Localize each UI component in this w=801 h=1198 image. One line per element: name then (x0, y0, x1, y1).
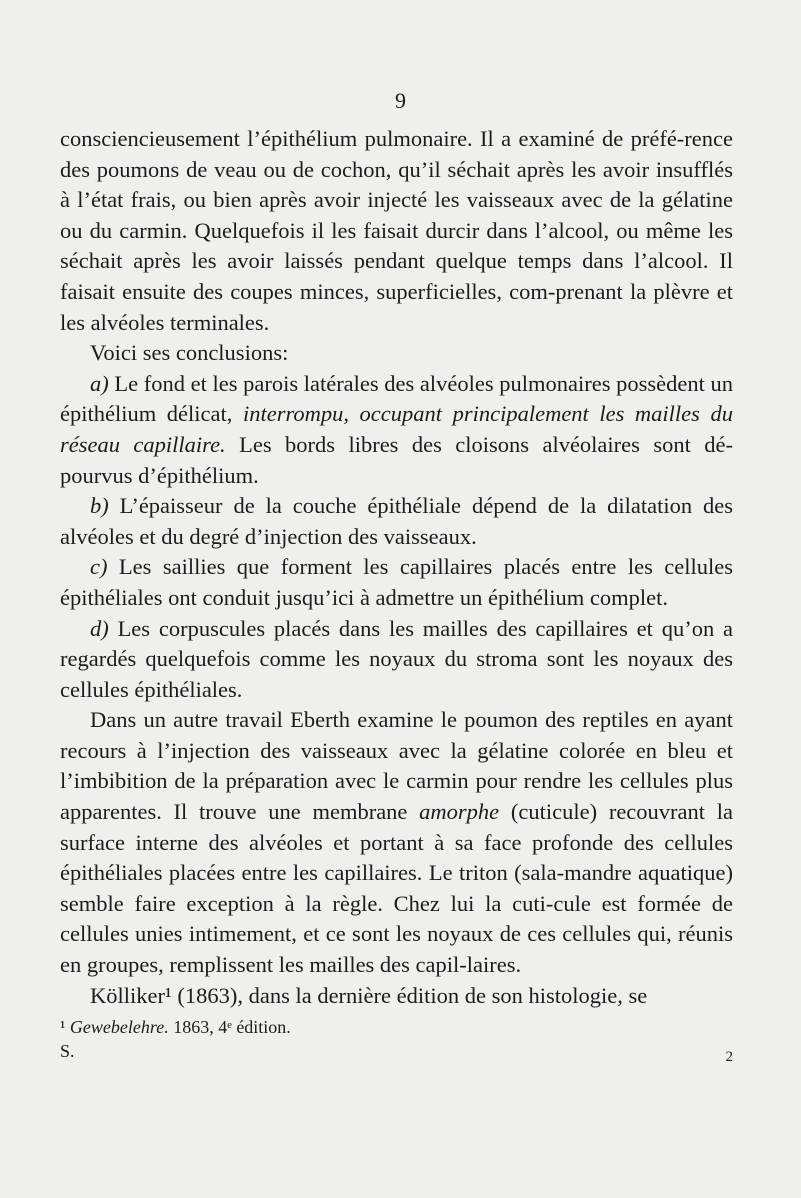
text-run: Dans un autre travail Eberth examine le poumon des reptiles en ayant recours à l’injection des vaisseaux avec la gélatine colorée en bleu et l’imbibition de la préparation avec le carmin pour rendre les cellules plus apparentes. Il trouve une membrane (60, 707, 733, 825)
footnote-mark: ¹ (60, 1017, 70, 1037)
footnote-title: Gewebelehre. (69, 1017, 169, 1037)
signature-letter: S. (60, 1041, 75, 1061)
signature-row (60, 1039, 733, 1063)
italic-text: interrompu, occupant principalement les mailles du réseau capillaire. (60, 401, 733, 457)
body-text (60, 124, 733, 1011)
paragraph (60, 124, 733, 338)
signature-number: 2 (725, 1049, 733, 1065)
text-run: consciencieusement l’épithélium pulmonaire. Il a examiné de préfé-rence des poumons de veau ou de cochon, qu’il séchait après les avoir insufflés à l’état frais, ou bien après avoir injecté les vaisseaux avec de la gélatine ou du carmin. Quelquefois il les faisait durcir dans l’alcool, ou même les séchait après les avoir laissés pendant quelque temps dans l’alcool. Il faisait ensuite des coupes minces, superficielles, com-prenant la plèvre et les alvéoles terminales. (60, 126, 733, 335)
paragraph (60, 705, 733, 980)
paragraph (60, 614, 733, 706)
paragraph (60, 552, 733, 613)
paragraph (60, 491, 733, 552)
italic-text: b) (90, 493, 109, 519)
footnote (60, 1015, 733, 1039)
page-number: 9 (395, 88, 406, 113)
italic-text: d) (90, 615, 109, 641)
text-run: Kölliker¹ (1863), dans la dernière édition de son histologie, se (90, 982, 648, 1008)
paragraph (60, 369, 733, 491)
text-run: Les corpuscules placés dans les mailles des capillaires et qu’on a regardés quelquefois comme les noyaux du stroma sont les noyaux des cellules épithéliales. (60, 615, 733, 702)
text-run: Les bords libres des cloisons alvéolaires sont dé-pourvus d’épithélium. (60, 431, 733, 488)
italic-text: amorphe (419, 799, 500, 825)
text-run: Voici ses conclusions: (90, 340, 289, 366)
footnotes (60, 1015, 733, 1063)
text-run: L’épaisseur de la couche épithéliale dépend de la dilatation des alvéoles et du degré d’injection des vaisseaux. (60, 493, 733, 549)
italic-text: a) (90, 370, 109, 396)
text-run: Le fond et les parois latérales des alvéoles pulmonaires possèdent un épithélium délicat, (60, 370, 733, 427)
italic-text: c) (90, 554, 108, 580)
paragraph (60, 981, 733, 1012)
text-run: Les saillies que forment les capillaires placés entre les cellules épithéliales ont conduit jusqu’ici à admettre un épithélium complet. (60, 554, 733, 610)
text-run: (cuticule) recouvrant la surface interne des alvéoles et portant à sa face profonde des cellules épithéliales placées entre les capillaires. Le triton (sala-mandre aquatique) semble faire exception à la règle. Chez lui la cuti-cule est formée de cellules unies intimement, et ce sont les noyaux de ces cellules qui, réunis en groupes, remplissent les mailles des capil-laires. (60, 799, 733, 978)
paragraph (60, 338, 733, 369)
footnote-rest: 1863, 4ᵉ édition. (168, 1017, 291, 1037)
